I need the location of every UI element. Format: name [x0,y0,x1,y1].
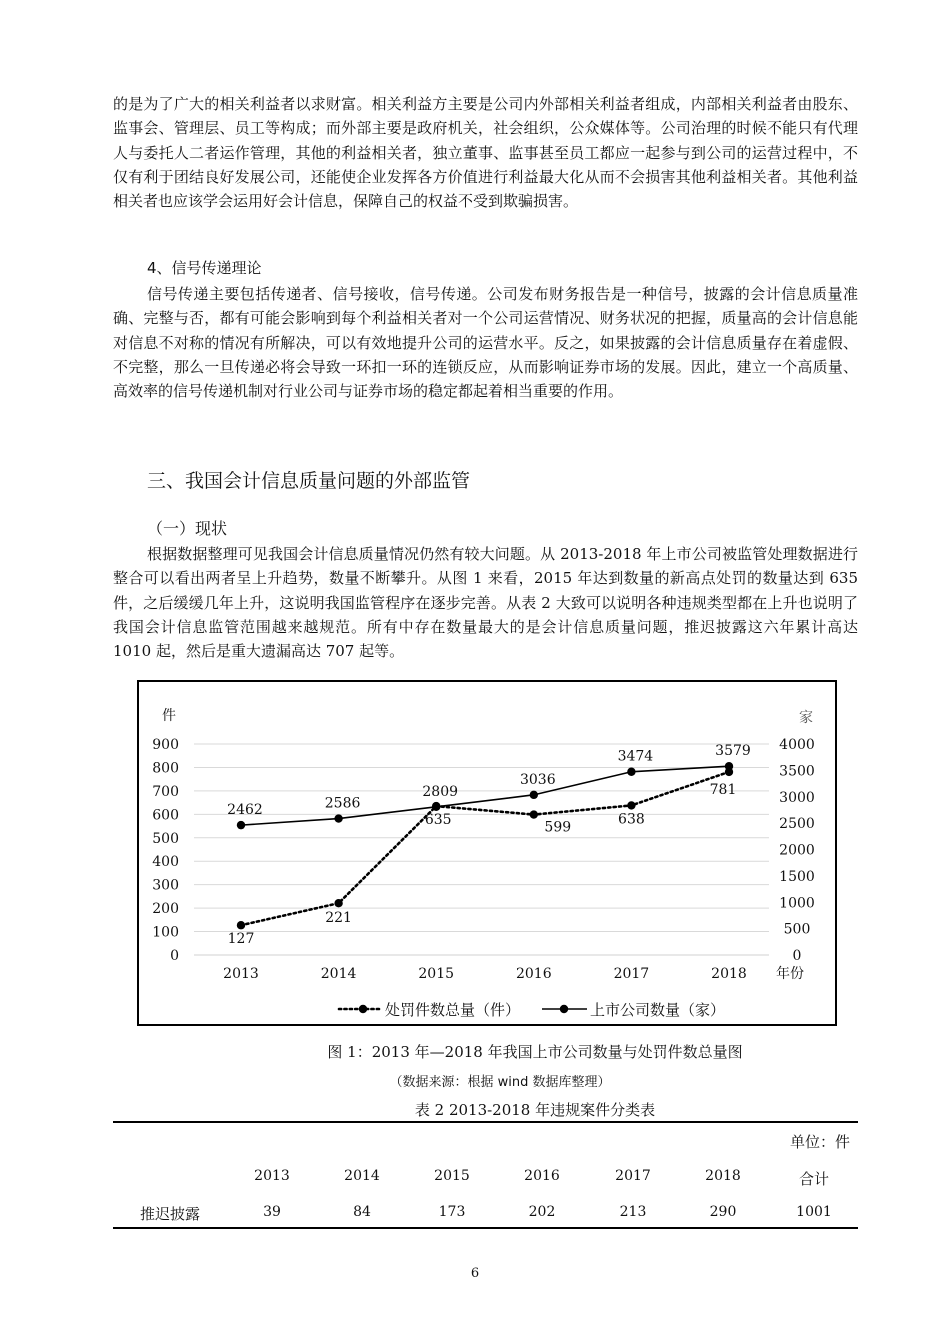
left-axis-tick-label: 800 [152,760,179,777]
left-axis-tick-label: 200 [152,901,179,918]
table-header-cell: 合计 [798,1170,829,1188]
legend-marker-listed-companies [560,1005,568,1013]
left-axis-tick-label: 100 [152,924,179,941]
data-label-penalties: 127 [227,931,255,948]
data-label-listed-companies: 2809 [422,783,459,800]
data-point-penalties [725,768,733,776]
right-axis-tick-label: 2500 [779,816,815,833]
right-axis-tick-label: 500 [783,921,811,938]
right-axis-tick-label: 2000 [779,842,815,859]
x-axis-tick-label: 2015 [418,966,455,982]
x-axis-tick-label: 2017 [613,966,650,982]
x-axis-tick-label: 2016 [515,966,552,982]
table-header-cell: 2017 [615,1168,651,1184]
table-unit: 单位：件 [789,1133,850,1151]
data-point-listed-companies [334,814,342,822]
x-axis-tick-label: 2018 [711,966,747,982]
data-label-listed-companies: 2586 [324,795,361,812]
right-axis-tick-label: 3000 [779,789,815,806]
heading-signal-theory: 4、信号传递理论 [147,259,262,277]
data-label-listed-companies: 3474 [617,748,654,765]
left-axis-tick-label: 500 [152,830,179,847]
series-line-penalties [241,772,729,925]
right-axis-tick-label: 4000 [779,737,815,753]
chart-svg [139,682,835,1024]
table-header-cell: 2013 [254,1168,290,1184]
chart-figure [137,680,837,1026]
left-axis-tick-label: 900 [152,737,179,753]
data-point-penalties [627,801,635,809]
left-axis-unit: 件 [162,708,176,724]
table-cell: 290 [709,1204,737,1220]
right-axis-tick-label: 0 [792,948,802,964]
table-row-label: 推迟披露 [139,1205,200,1223]
right-axis-unit: 家 [799,710,813,726]
table-caption: 表 2 2013-2018 年违规案件分类表 [414,1101,656,1119]
legend-label-penalties: 处罚件数总量（件） [385,1001,521,1019]
paragraph-status: 根据数据整理可见我国会计信息质量情况仍然有较大问题。从 2013-2018 年上市公司被监管处理数据进行整合可以看出两者呈上升趋势，数量不断攀升。从图 1 来看，2015 年达到数量的新高点处罚的数量达到 635 件，之后缓缓几年上升，这说明我国监管程序在逐步完善。从表 2 大致可以说明各种违规类型都在上升也说明了我国会计信息监管范围越来越规范。所有中存在数量最大的是会计信息质量问题，推迟披露这六年累计高达 1010 起，然后是重大遗漏高达 707 起等。 [113,545,858,661]
table-cell: 84 [353,1204,371,1220]
left-axis-tick-label: 300 [152,877,179,894]
table-top-rule [113,1121,858,1123]
data-label-penalties: 221 [325,910,352,927]
figure-source: （数据来源：根据 wind 数据库整理） [389,1075,611,1090]
table-header-cell: 2014 [344,1168,380,1184]
legend-marker-penalties [359,1005,367,1013]
data-point-penalties [432,802,440,810]
table-header-cell: 2018 [705,1168,741,1184]
table-header-cell: 2016 [524,1168,560,1184]
data-point-listed-companies [627,768,635,776]
figure-caption: 图 1：2013 年—2018 年我国上市公司数量与处罚件数总量图 [327,1043,743,1061]
x-axis-tick-label: 2014 [320,966,357,982]
right-axis-tick-label: 3500 [779,763,815,780]
x-axis-tick-label: 2013 [223,966,259,982]
data-label-penalties: 599 [544,819,572,836]
left-axis-tick-label: 600 [152,807,179,824]
data-point-penalties [237,921,245,929]
page-number: 6 [470,1266,480,1281]
table-bottom-rule [113,1227,858,1229]
data-point-listed-companies [530,791,538,799]
data-label-listed-companies: 2462 [227,802,263,819]
data-label-penalties: 781 [709,781,737,798]
left-axis-tick-label: 0 [170,948,179,964]
data-point-listed-companies [237,821,245,829]
left-axis-tick-label: 700 [152,783,179,800]
paragraph-signal: 信号传递主要包括传递者、信号接收，信号传递。公司发布财务报告是一种信号，披露的会计信息质量准确、完整与否，都有可能会影响到每个利益相关者对一个公司运营情况、财务状况的把握，质量高的会计信息能对信息不对称的情况有所解决，可以有效地提升公司的运营水平。反之，如果披露的会计信息质量存在着虚假、不完整，那么一旦传递必将会导致一环扣一环的连锁反应，从而影响证券市场的发展。因此，建立一个高质量、高效率的信号传递机制对行业公司与证券市场的稳定都起着相当重要的作用。 [113,285,858,401]
data-label-penalties: 638 [618,811,645,828]
table-header-cell: 2015 [434,1168,470,1184]
x-axis-label: 年份 [776,966,804,982]
table-cell: 1001 [796,1204,832,1220]
paragraph-stakeholder: 的是为了广大的相关利益者以求财富。相关利益方主要是公司内外部相关利益者组成，内部相关利益者由股东、监事会、管理层、员工等构成；而外部主要是政府机关，社会组织，公众媒体等。公司治理的时候不能只有代理人与委托人二者运作管理，其他的利益相关者，独立董事、监事甚至员工都应一起参与到公司的运营过程中，不仅有利于团结良好发展公司，还能使企业发挥各方价值进行利益最大化从而不会损害其他利益相关者。其他利益相关者也应该学会运用好会计信息，保障自己的权益不受到欺骗损害。 [113,95,858,211]
section-title: 三、我国会计信息质量问题的外部监管 [147,470,471,492]
left-axis-tick-label: 400 [152,854,179,871]
right-axis-tick-label: 1500 [779,868,815,885]
table-cell: 202 [528,1204,556,1220]
data-label-listed-companies: 3036 [519,771,556,788]
data-point-penalties [530,810,538,818]
subsection-title: （一）现状 [147,519,228,538]
data-label-penalties: 635 [424,812,452,829]
table-cell: 173 [438,1204,466,1220]
table-cell: 39 [263,1204,281,1220]
data-point-penalties [334,899,342,907]
right-axis-tick-label: 1000 [779,895,815,912]
legend-label-listed-companies: 上市公司数量（家） [590,1001,726,1019]
data-label-listed-companies: 3579 [715,743,751,760]
table-cell: 213 [619,1204,647,1220]
